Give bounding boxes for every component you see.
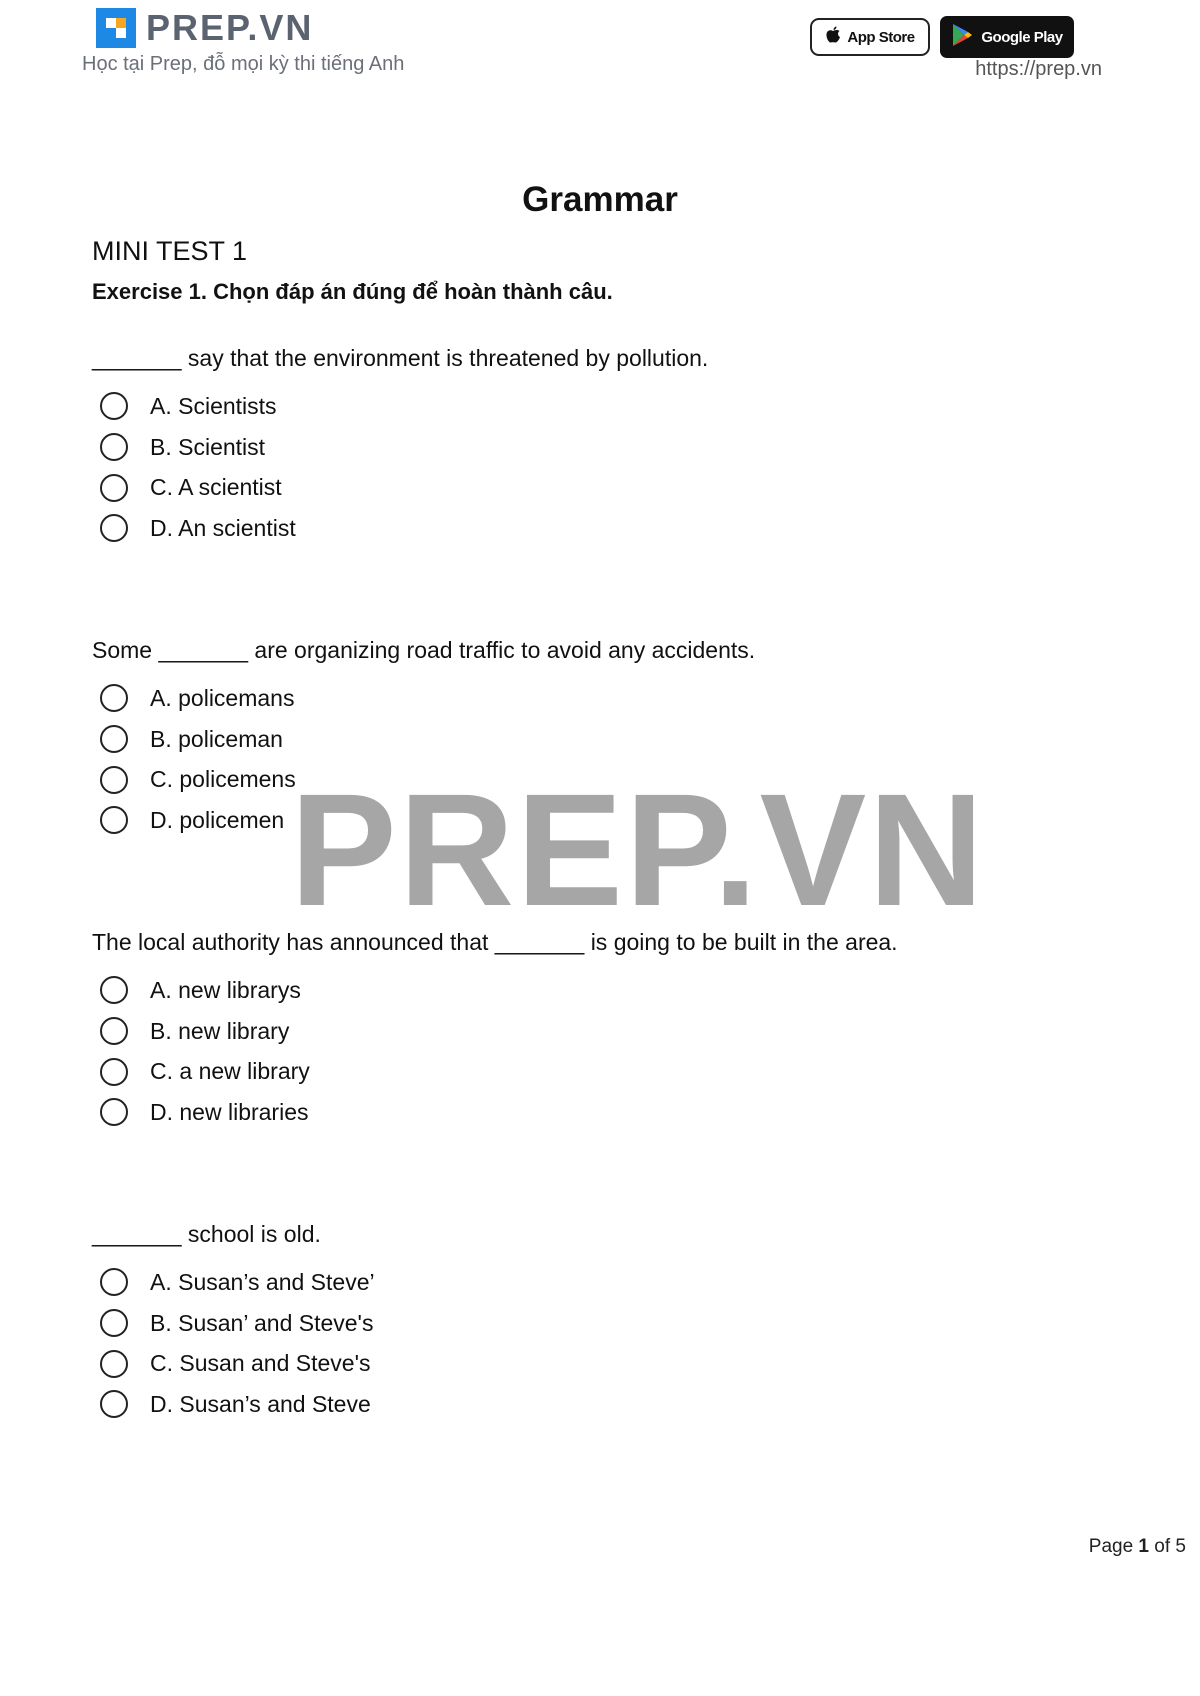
option-label: B. Scientist xyxy=(150,433,266,460)
apple-icon xyxy=(825,26,841,48)
question-4 xyxy=(92,1214,1092,1425)
radio-button[interactable] xyxy=(100,433,128,461)
radio-button[interactable] xyxy=(100,806,128,834)
option-b[interactable] xyxy=(92,427,1092,468)
option-label: C. A scientist xyxy=(150,474,282,501)
option-label: C. a new library xyxy=(150,1058,310,1085)
store-badges xyxy=(810,18,1074,58)
option-a[interactable] xyxy=(92,386,1092,427)
question-1 xyxy=(92,338,1092,549)
option-d[interactable] xyxy=(92,800,1092,841)
watermark: PREP.VN xyxy=(290,760,986,939)
option-c[interactable] xyxy=(92,467,1092,508)
radio-button[interactable] xyxy=(100,1350,128,1378)
test-heading: MINI TEST 1 xyxy=(92,236,248,266)
option-d[interactable] xyxy=(92,508,1092,549)
option-b[interactable] xyxy=(92,1303,1092,1344)
prep-logo[interactable] xyxy=(92,4,313,52)
option-c[interactable] xyxy=(92,759,1092,800)
option-label: C. Susan and Steve's xyxy=(150,1350,371,1377)
app-store-button[interactable] xyxy=(810,18,930,56)
page-counter xyxy=(1089,1536,1186,1558)
option-label: A. new librarys xyxy=(150,976,301,1003)
option-label: D. An scientist xyxy=(150,514,296,541)
question-prompt: _______ school is old. xyxy=(92,1221,321,1247)
option-a[interactable] xyxy=(92,970,1092,1011)
page-header xyxy=(0,0,1200,100)
radio-button[interactable] xyxy=(100,1309,128,1337)
exercise-heading: Exercise 1. Chọn đáp án đúng để hoàn thành câu. xyxy=(92,279,613,304)
radio-button[interactable] xyxy=(100,514,128,542)
option-label: A. Scientists xyxy=(150,392,277,419)
radio-button[interactable] xyxy=(100,1098,128,1126)
google-play-button[interactable] xyxy=(940,16,1074,58)
option-c[interactable] xyxy=(92,1051,1092,1092)
of-word: of xyxy=(1154,1536,1171,1557)
question-3 xyxy=(92,922,1092,1133)
question-prompt: Some _______ are organizing road traffic to avoid any accidents. xyxy=(92,637,756,663)
radio-button[interactable] xyxy=(100,766,128,794)
option-label: D. policemen xyxy=(150,806,285,833)
option-d[interactable] xyxy=(92,1384,1092,1425)
play-store-icon xyxy=(951,23,973,51)
radio-button[interactable] xyxy=(100,1268,128,1296)
logo-text: PREP.VN xyxy=(146,7,314,48)
option-label: B. policeman xyxy=(150,725,283,752)
total-pages-number: 5 xyxy=(1175,1536,1186,1557)
page-word: Page xyxy=(1088,1536,1134,1557)
tagline: Học tại Prep, đỗ mọi kỳ thi tiếng Anh xyxy=(82,53,405,75)
option-label: C. policemens xyxy=(150,766,296,793)
radio-button[interactable] xyxy=(100,1058,128,1086)
option-label: B. Susan’ and Steve's xyxy=(150,1309,374,1336)
radio-button[interactable] xyxy=(100,1390,128,1418)
answer-options xyxy=(92,386,1092,549)
current-page-number: 1 xyxy=(1138,1536,1149,1557)
option-a[interactable] xyxy=(92,1262,1092,1303)
answer-options xyxy=(92,678,1092,841)
radio-button[interactable] xyxy=(100,725,128,753)
google-play-label: Google Play xyxy=(981,28,1063,46)
radio-button[interactable] xyxy=(100,976,128,1004)
question-prompt: The local authority has announced that _______ is going to be built in the area. xyxy=(92,929,898,955)
radio-button[interactable] xyxy=(100,392,128,420)
site-url-link[interactable]: https://prep.vn xyxy=(975,58,1102,80)
option-a[interactable] xyxy=(92,678,1092,719)
option-label: B. new library xyxy=(150,1017,290,1044)
option-d[interactable] xyxy=(92,1092,1092,1133)
option-label: D. Susan’s and Steve xyxy=(150,1390,371,1417)
option-label: A. Susan’s and Steve’ xyxy=(150,1268,375,1295)
document-title: Grammar xyxy=(522,180,678,219)
radio-button[interactable] xyxy=(100,1017,128,1045)
app-store-label: App Store xyxy=(847,28,915,46)
radio-button[interactable] xyxy=(100,684,128,712)
option-label: A. policemans xyxy=(150,684,295,711)
radio-button[interactable] xyxy=(100,474,128,502)
option-c[interactable] xyxy=(92,1343,1092,1384)
option-label: D. new libraries xyxy=(150,1098,309,1125)
question-prompt: _______ say that the environment is threatened by pollution. xyxy=(92,345,709,371)
prep-logo-icon xyxy=(92,4,140,52)
question-2 xyxy=(92,630,1092,841)
answer-options xyxy=(92,970,1092,1133)
answer-options xyxy=(92,1262,1092,1425)
option-b[interactable] xyxy=(92,719,1092,760)
option-b[interactable] xyxy=(92,1011,1092,1052)
